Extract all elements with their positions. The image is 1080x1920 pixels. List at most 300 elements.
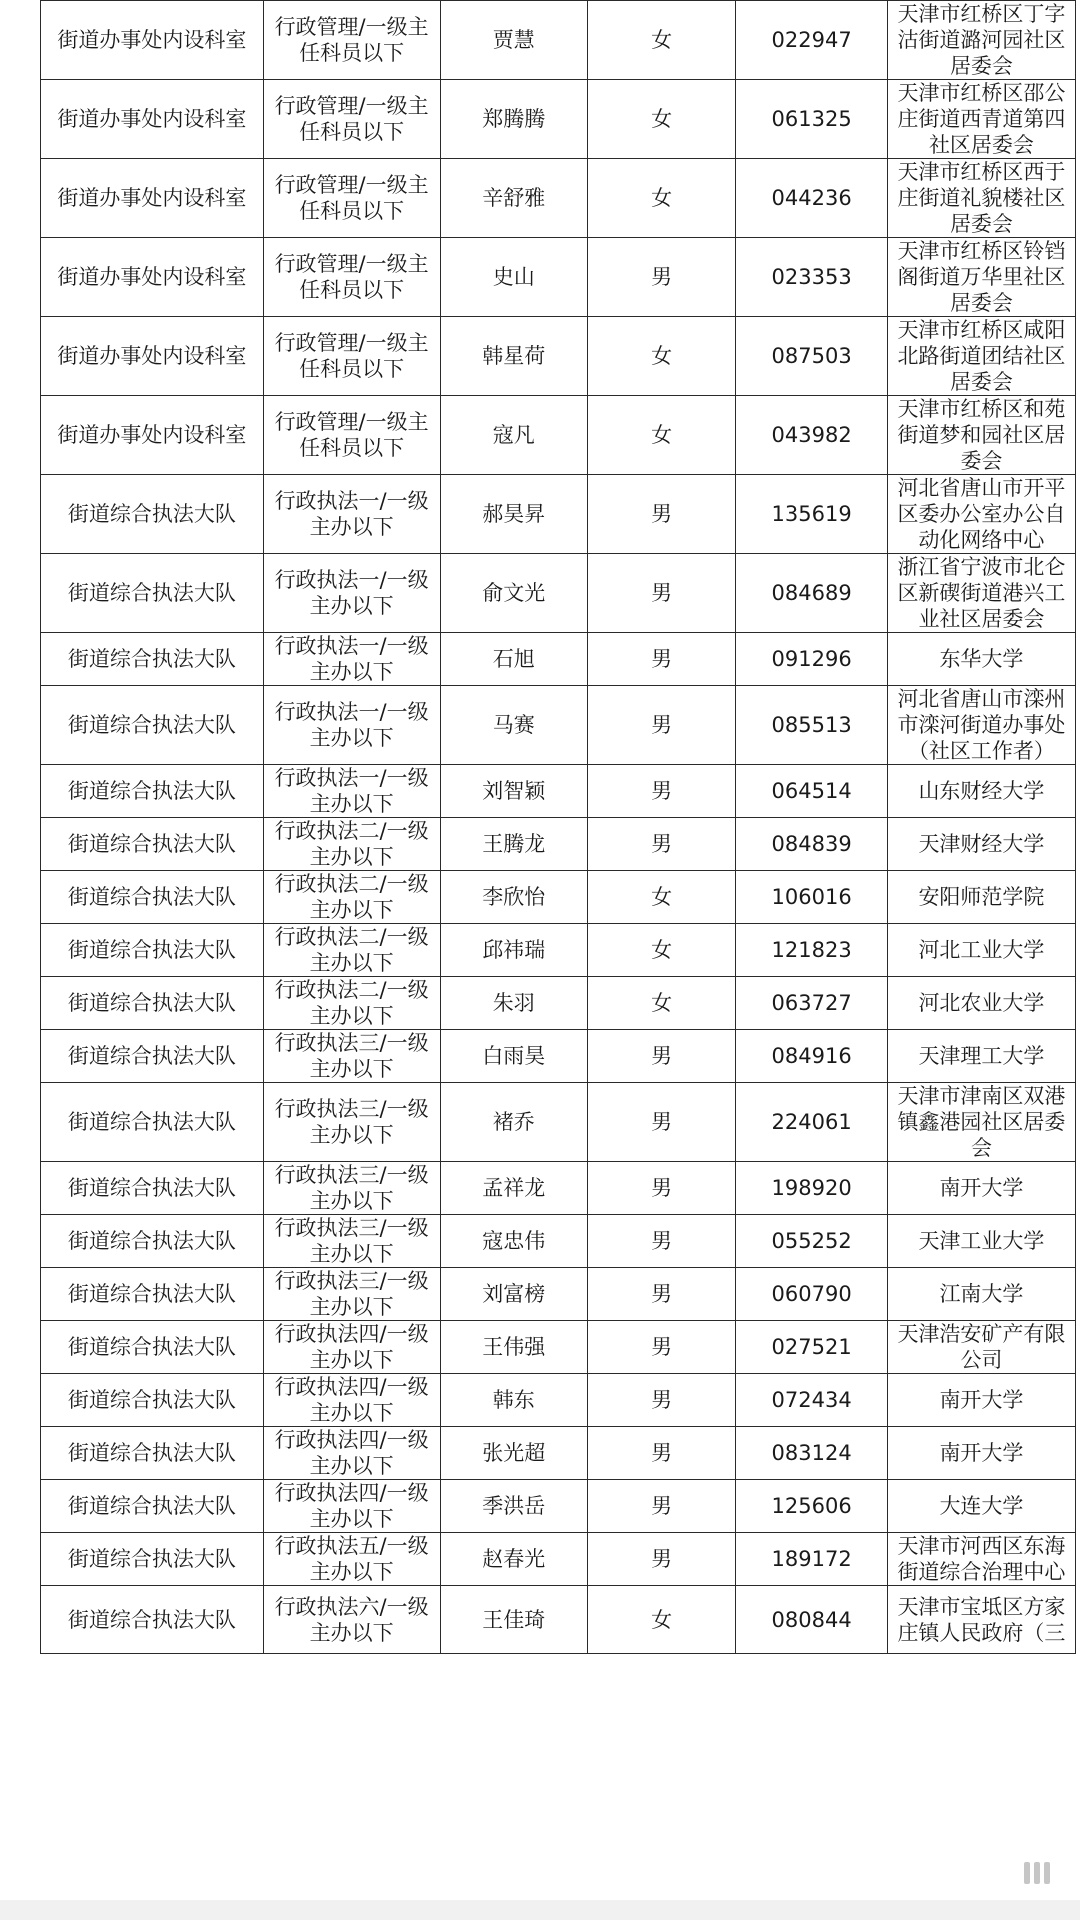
name-cell <box>440 1374 587 1427</box>
position-cell <box>263 475 440 554</box>
origin-unit-cell-text: 天津市津南区双港镇鑫港园社区居委会 <box>897 1084 1066 1160</box>
department-cell <box>41 1321 264 1374</box>
origin-unit-cell-text: 南开大学 <box>939 1441 1024 1465</box>
position-cell-text: 行政管理/一级主任科员以下 <box>274 331 429 381</box>
name-cell-text: 郑腾腾 <box>482 107 546 131</box>
name-cell-text: 寇凡 <box>492 423 535 447</box>
table-row <box>41 317 1076 396</box>
position-cell <box>263 1586 440 1654</box>
exam-number-cell <box>736 238 887 317</box>
name-cell-text: 寇忠伟 <box>482 1229 546 1253</box>
gender-cell <box>587 1162 735 1215</box>
position-cell <box>263 1533 440 1586</box>
table-row <box>41 159 1076 238</box>
name-cell <box>440 475 587 554</box>
exam-number-cell-text: 043982 <box>771 423 852 447</box>
exam-number-cell <box>736 1 887 80</box>
department-cell-text: 街道综合执法大队 <box>67 885 236 909</box>
department-cell <box>41 1030 264 1083</box>
gender-cell-text: 男 <box>651 713 673 737</box>
table-row <box>41 80 1076 159</box>
exam-number-cell-text: 083124 <box>771 1441 852 1465</box>
origin-unit-cell-text: 浙江省宁波市北仑区新碶街道港兴工业社区居委会 <box>897 555 1066 631</box>
department-cell-text: 街道办事处内设科室 <box>57 186 247 210</box>
gender-cell-text: 男 <box>651 832 673 856</box>
table-row <box>41 818 1076 871</box>
gender-cell-text: 男 <box>651 1044 673 1068</box>
department-cell-text: 街道综合执法大队 <box>67 1441 236 1465</box>
position-cell <box>263 818 440 871</box>
name-cell-text: 王伟强 <box>482 1335 546 1359</box>
origin-unit-cell-text: 天津市红桥区丁字沽街道潞河园社区居委会 <box>897 2 1066 78</box>
table-row <box>41 871 1076 924</box>
origin-unit-cell <box>887 238 1075 317</box>
origin-unit-cell <box>887 396 1075 475</box>
name-cell <box>440 1030 587 1083</box>
origin-unit-cell-text: 河北农业大学 <box>918 991 1045 1015</box>
department-cell-text: 街道综合执法大队 <box>67 713 236 737</box>
exam-number-cell-text: 106016 <box>771 885 852 909</box>
table-row <box>41 1030 1076 1083</box>
exam-number-cell <box>736 1162 887 1215</box>
table-row <box>41 1 1076 80</box>
name-cell-text: 张光超 <box>482 1441 546 1465</box>
exam-number-cell-text: 084916 <box>771 1044 852 1068</box>
position-cell-text: 行政执法四/一级主办以下 <box>274 1428 429 1478</box>
gender-cell <box>587 554 735 633</box>
department-cell-text: 街道综合执法大队 <box>67 1494 236 1518</box>
name-cell <box>440 396 587 475</box>
name-cell <box>440 1321 587 1374</box>
name-cell <box>440 633 587 686</box>
exam-number-cell-text: 055252 <box>771 1229 852 1253</box>
position-cell-text: 行政执法三/一级主办以下 <box>274 1031 429 1081</box>
exam-number-cell-text: 063727 <box>771 991 852 1015</box>
exam-number-cell <box>736 633 887 686</box>
department-cell <box>41 317 264 396</box>
name-cell <box>440 317 587 396</box>
origin-unit-cell-text: 天津市宝坻区方家庄镇人民政府（三 <box>897 1594 1066 1645</box>
name-cell-text: 韩星荷 <box>482 344 546 368</box>
position-cell-text: 行政执法五/一级主办以下 <box>274 1534 429 1584</box>
origin-unit-cell <box>887 1215 1075 1268</box>
exam-number-cell <box>736 1533 887 1586</box>
origin-unit-cell <box>887 1427 1075 1480</box>
department-cell <box>41 1427 264 1480</box>
exam-number-cell <box>736 396 887 475</box>
gender-cell <box>587 1533 735 1586</box>
table-row <box>41 1268 1076 1321</box>
exam-number-cell <box>736 159 887 238</box>
name-cell <box>440 1 587 80</box>
exam-number-cell-text: 064514 <box>771 779 852 803</box>
table-row <box>41 977 1076 1030</box>
exam-number-cell <box>736 1030 887 1083</box>
gender-cell <box>587 1374 735 1427</box>
gender-cell <box>587 633 735 686</box>
position-cell-text: 行政执法二/一级主办以下 <box>274 925 429 975</box>
exam-number-cell <box>736 1586 887 1654</box>
gender-cell-text: 女 <box>651 991 673 1015</box>
exam-number-cell-text: 135619 <box>771 502 852 526</box>
exam-number-cell <box>736 1321 887 1374</box>
origin-unit-cell-text: 天津市红桥区和苑街道梦和园社区居委会 <box>897 397 1066 473</box>
table-row <box>41 1162 1076 1215</box>
origin-unit-cell-text: 天津市红桥区铃铛阁街道万华里社区居委会 <box>897 239 1066 315</box>
gender-cell-text: 男 <box>651 1282 673 1306</box>
origin-unit-cell-text: 天津市红桥区西于庄街道礼貌楼社区居委会 <box>897 160 1066 236</box>
gender-cell <box>587 1083 735 1162</box>
name-cell <box>440 1480 587 1533</box>
position-cell <box>263 1480 440 1533</box>
origin-unit-cell-text: 天津市红桥区邵公庄街道西青道第四社区居委会 <box>897 81 1066 157</box>
origin-unit-cell <box>887 1586 1075 1654</box>
gender-cell-text: 男 <box>651 502 673 526</box>
gender-cell-text: 男 <box>651 1547 673 1571</box>
exam-number-cell <box>736 1215 887 1268</box>
name-cell-text: 白雨昊 <box>482 1044 546 1068</box>
position-cell-text: 行政执法六/一级主办以下 <box>274 1594 429 1645</box>
position-cell <box>263 1268 440 1321</box>
position-cell-text: 行政执法三/一级主办以下 <box>274 1163 429 1213</box>
table-body <box>41 1 1076 1654</box>
department-cell-text: 街道综合执法大队 <box>67 581 236 605</box>
exam-number-cell <box>736 1427 887 1480</box>
gender-cell <box>587 1268 735 1321</box>
bottom-strip <box>0 1900 1080 1920</box>
gender-cell <box>587 317 735 396</box>
gender-cell-text: 男 <box>651 1229 673 1253</box>
name-cell <box>440 977 587 1030</box>
table-row <box>41 1427 1076 1480</box>
name-cell-text: 俞文光 <box>482 581 546 605</box>
position-cell <box>263 1030 440 1083</box>
exam-number-cell <box>736 1374 887 1427</box>
gender-cell-text: 男 <box>651 1494 673 1518</box>
gender-cell-text: 男 <box>651 1110 673 1134</box>
position-cell-text: 行政执法三/一级主办以下 <box>274 1097 429 1147</box>
exam-number-cell-text: 085513 <box>771 713 852 737</box>
exam-number-cell <box>736 475 887 554</box>
position-cell-text: 行政执法四/一级主办以下 <box>274 1322 429 1372</box>
exam-number-cell-text: 189172 <box>771 1547 852 1571</box>
name-cell <box>440 80 587 159</box>
department-cell <box>41 1 264 80</box>
gender-cell <box>587 1427 735 1480</box>
origin-unit-cell <box>887 633 1075 686</box>
exam-number-cell-text: 121823 <box>771 938 852 962</box>
department-cell-text: 街道综合执法大队 <box>67 991 236 1015</box>
department-cell-text: 街道综合执法大队 <box>67 832 236 856</box>
origin-unit-cell <box>887 924 1075 977</box>
name-cell <box>440 159 587 238</box>
personnel-table <box>40 0 1076 1654</box>
name-cell-text: 朱羽 <box>492 991 535 1015</box>
name-cell <box>440 1215 587 1268</box>
position-cell-text: 行政执法二/一级主办以下 <box>274 819 429 869</box>
exam-number-cell <box>736 1268 887 1321</box>
position-cell <box>263 924 440 977</box>
exam-number-cell <box>736 871 887 924</box>
position-cell-text: 行政执法二/一级主办以下 <box>274 872 429 922</box>
name-cell <box>440 871 587 924</box>
exam-number-cell-text: 044236 <box>771 186 852 210</box>
exam-number-cell <box>736 1480 887 1533</box>
gender-cell-text: 女 <box>651 938 673 962</box>
table-row <box>41 475 1076 554</box>
department-cell <box>41 1586 264 1654</box>
name-cell-text: 邱祎瑞 <box>482 938 546 962</box>
name-cell <box>440 1427 587 1480</box>
name-cell <box>440 686 587 765</box>
position-cell-text: 行政执法四/一级主办以下 <box>274 1481 429 1531</box>
gender-cell <box>587 871 735 924</box>
table-row <box>41 765 1076 818</box>
department-cell <box>41 1083 264 1162</box>
gender-cell <box>587 1480 735 1533</box>
gender-cell <box>587 1586 735 1654</box>
department-cell-text: 街道综合执法大队 <box>67 1388 236 1412</box>
position-cell <box>263 1321 440 1374</box>
exam-number-cell-text: 060790 <box>771 1282 852 1306</box>
exam-number-cell <box>736 686 887 765</box>
gender-cell-text: 女 <box>651 423 673 447</box>
department-cell-text: 街道综合执法大队 <box>67 1110 236 1134</box>
gender-cell <box>587 80 735 159</box>
gender-cell-text: 女 <box>651 885 673 909</box>
department-cell-text: 街道综合执法大队 <box>67 1547 236 1571</box>
department-cell <box>41 1374 264 1427</box>
exam-number-cell-text: 091296 <box>771 647 852 671</box>
origin-unit-cell <box>887 1374 1075 1427</box>
name-cell <box>440 1268 587 1321</box>
origin-unit-cell <box>887 1268 1075 1321</box>
gender-cell <box>587 924 735 977</box>
gender-cell <box>587 818 735 871</box>
table-row <box>41 1480 1076 1533</box>
origin-unit-cell-text: 山东财经大学 <box>918 779 1045 803</box>
exam-number-cell <box>736 1083 887 1162</box>
origin-unit-cell-text: 江南大学 <box>939 1282 1024 1306</box>
gender-cell-text: 男 <box>651 647 673 671</box>
department-cell <box>41 924 264 977</box>
position-cell <box>263 1215 440 1268</box>
position-cell <box>263 633 440 686</box>
position-cell-text: 行政管理/一级主任科员以下 <box>274 173 429 223</box>
table-row <box>41 554 1076 633</box>
origin-unit-cell <box>887 159 1075 238</box>
gender-cell-text: 女 <box>651 186 673 210</box>
origin-unit-cell <box>887 1 1075 80</box>
exam-number-cell <box>736 818 887 871</box>
position-cell-text: 行政管理/一级主任科员以下 <box>274 410 429 460</box>
department-cell-text: 街道综合执法大队 <box>67 1229 236 1253</box>
table-row <box>41 1083 1076 1162</box>
position-cell-text: 行政执法一/一级主办以下 <box>274 568 429 618</box>
position-cell-text: 行政执法二/一级主办以下 <box>274 978 429 1028</box>
name-cell <box>440 1162 587 1215</box>
origin-unit-cell <box>887 1162 1075 1215</box>
gender-cell-text: 女 <box>651 344 673 368</box>
gender-cell <box>587 238 735 317</box>
gender-cell-text: 男 <box>651 1176 673 1200</box>
department-cell <box>41 80 264 159</box>
exam-number-cell <box>736 317 887 396</box>
origin-unit-cell-text: 天津财经大学 <box>918 832 1045 856</box>
origin-unit-cell <box>887 80 1075 159</box>
position-cell <box>263 1162 440 1215</box>
table-row <box>41 238 1076 317</box>
origin-unit-cell-text: 河北省唐山市滦州市滦河街道办事处（社区工作者） <box>897 687 1066 763</box>
department-cell <box>41 554 264 633</box>
department-cell-text: 街道办事处内设科室 <box>57 28 247 52</box>
origin-unit-cell <box>887 317 1075 396</box>
exam-number-cell-text: 224061 <box>771 1110 852 1134</box>
origin-unit-cell-text: 南开大学 <box>939 1388 1024 1412</box>
origin-unit-cell <box>887 1030 1075 1083</box>
gender-cell <box>587 159 735 238</box>
exam-number-cell-text: 080844 <box>771 1607 852 1632</box>
gender-cell-text: 女 <box>651 107 673 131</box>
gender-cell <box>587 1 735 80</box>
origin-unit-cell <box>887 765 1075 818</box>
name-cell-text: 李欣怡 <box>482 885 546 909</box>
gender-cell-text: 女 <box>651 1607 673 1632</box>
position-cell <box>263 686 440 765</box>
position-cell <box>263 396 440 475</box>
table-row <box>41 1586 1076 1654</box>
department-cell <box>41 1480 264 1533</box>
origin-unit-cell-text: 大连大学 <box>939 1494 1024 1518</box>
origin-unit-cell <box>887 686 1075 765</box>
table-row <box>41 1215 1076 1268</box>
department-cell <box>41 818 264 871</box>
table-row <box>41 1533 1076 1586</box>
exam-number-cell <box>736 924 887 977</box>
name-cell <box>440 1533 587 1586</box>
origin-unit-cell-text: 东华大学 <box>939 647 1024 671</box>
table-row <box>41 396 1076 475</box>
department-cell <box>41 1162 264 1215</box>
name-cell <box>440 765 587 818</box>
gender-cell-text: 男 <box>651 1388 673 1412</box>
exam-number-cell <box>736 977 887 1030</box>
name-cell-text: 孟祥龙 <box>482 1176 546 1200</box>
gender-cell-text: 男 <box>651 1335 673 1359</box>
position-cell <box>263 1 440 80</box>
gender-cell <box>587 1215 735 1268</box>
name-cell <box>440 238 587 317</box>
name-cell-text: 贾慧 <box>492 28 535 52</box>
exam-number-cell-text: 084839 <box>771 832 852 856</box>
gender-cell-text: 女 <box>651 28 673 52</box>
position-cell-text: 行政执法三/一级主办以下 <box>274 1269 429 1319</box>
department-cell-text: 街道综合执法大队 <box>67 1176 236 1200</box>
department-cell <box>41 396 264 475</box>
name-cell <box>440 924 587 977</box>
gender-cell <box>587 686 735 765</box>
department-cell <box>41 238 264 317</box>
name-cell <box>440 554 587 633</box>
name-cell-text: 季洪岳 <box>482 1494 546 1518</box>
department-cell-text: 街道综合执法大队 <box>67 1044 236 1068</box>
gender-cell <box>587 765 735 818</box>
watermark-bar-icon <box>1034 1862 1040 1884</box>
position-cell <box>263 80 440 159</box>
exam-number-cell <box>736 765 887 818</box>
gender-cell-text: 男 <box>651 581 673 605</box>
position-cell <box>263 1374 440 1427</box>
origin-unit-cell <box>887 871 1075 924</box>
name-cell <box>440 1083 587 1162</box>
department-cell <box>41 1268 264 1321</box>
origin-unit-cell-text: 南开大学 <box>939 1176 1024 1200</box>
exam-number-cell-text: 072434 <box>771 1388 852 1412</box>
position-cell <box>263 765 440 818</box>
position-cell <box>263 871 440 924</box>
position-cell <box>263 1083 440 1162</box>
department-cell <box>41 633 264 686</box>
exam-number-cell-text: 125606 <box>771 1494 852 1518</box>
exam-number-cell-text: 061325 <box>771 107 852 131</box>
origin-unit-cell-text: 天津市河西区东海街道综合治理中心 <box>897 1534 1066 1584</box>
name-cell-text: 石旭 <box>492 647 535 671</box>
gender-cell-text: 男 <box>651 265 673 289</box>
origin-unit-cell-text: 天津工业大学 <box>918 1229 1045 1253</box>
name-cell-text: 刘富榜 <box>482 1282 546 1306</box>
origin-unit-cell <box>887 554 1075 633</box>
origin-unit-cell-text: 天津理工大学 <box>918 1044 1045 1068</box>
watermark-bar-icon <box>1044 1862 1050 1884</box>
name-cell-text: 王佳琦 <box>482 1607 546 1632</box>
watermark <box>1024 1862 1050 1884</box>
origin-unit-cell <box>887 1480 1075 1533</box>
gender-cell <box>587 1321 735 1374</box>
gender-cell <box>587 1030 735 1083</box>
origin-unit-cell-text: 河北省唐山市开平区委办公室办公自动化网络中心 <box>897 476 1066 552</box>
name-cell-text: 王腾龙 <box>482 832 546 856</box>
position-cell-text: 行政管理/一级主任科员以下 <box>274 94 429 144</box>
department-cell-text: 街道综合执法大队 <box>67 1282 236 1306</box>
name-cell-text: 韩东 <box>492 1388 535 1412</box>
department-cell-text: 街道综合执法大队 <box>67 938 236 962</box>
name-cell-text: 史山 <box>492 265 535 289</box>
gender-cell-text: 男 <box>651 1441 673 1465</box>
origin-unit-cell <box>887 1083 1075 1162</box>
position-cell-text: 行政执法一/一级主办以下 <box>274 766 429 816</box>
name-cell-text: 赵春光 <box>482 1547 546 1571</box>
name-cell-text: 刘智颖 <box>482 779 546 803</box>
department-cell-text: 街道综合执法大队 <box>67 1335 236 1359</box>
table-row <box>41 686 1076 765</box>
position-cell <box>263 1427 440 1480</box>
position-cell <box>263 554 440 633</box>
origin-unit-cell <box>887 977 1075 1030</box>
position-cell <box>263 977 440 1030</box>
department-cell <box>41 686 264 765</box>
name-cell <box>440 818 587 871</box>
exam-number-cell-text: 022947 <box>771 28 852 52</box>
department-cell <box>41 871 264 924</box>
position-cell-text: 行政管理/一级主任科员以下 <box>274 15 429 65</box>
name-cell-text: 马赛 <box>492 713 535 737</box>
watermark-bar-icon <box>1024 1862 1030 1884</box>
department-cell-text: 街道办事处内设科室 <box>57 265 247 289</box>
department-cell <box>41 1533 264 1586</box>
exam-number-cell <box>736 80 887 159</box>
table-row <box>41 633 1076 686</box>
gender-cell <box>587 475 735 554</box>
